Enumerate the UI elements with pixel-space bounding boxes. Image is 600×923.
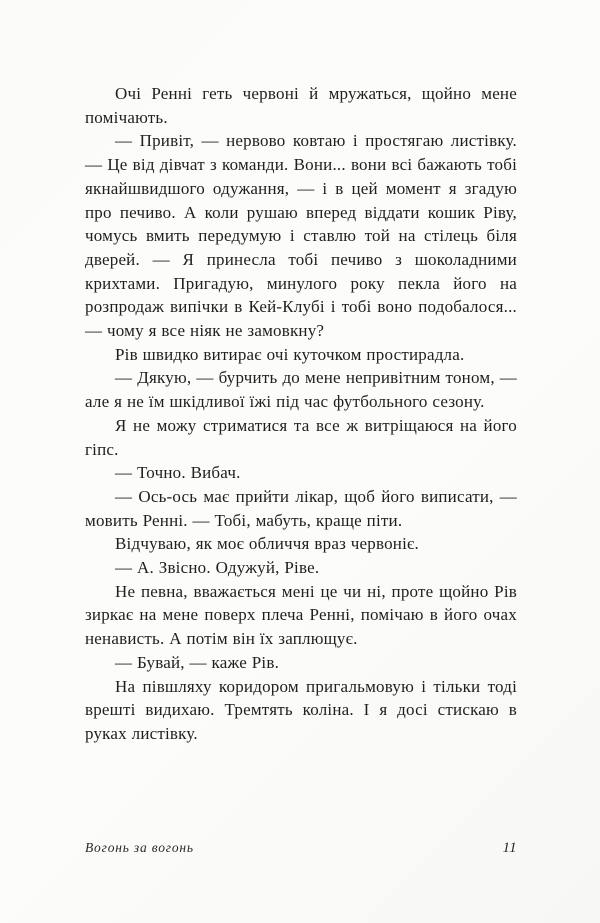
footer-book-title: Вогонь за вогонь (85, 840, 194, 855)
text-block (85, 82, 517, 746)
paragraph: — Дякую, — бурчить до мене непривітним тоном, — але я не їм шкідливої їжі під час футбольного сезону. (85, 368, 517, 412)
paragraph: — А. Звісно. Одужуй, Ріве. (115, 558, 320, 578)
paragraph: Очі Ренні геть червоні й мружаться, щойно мене помічають. (85, 84, 517, 127)
paragraph: — Бувай, — каже Рів. (115, 652, 280, 672)
paragraph: — Ось-ось має прийти лікар, щоб його виписати, — мовить Ренні. — Тобі, мабуть, краще піти. (85, 486, 517, 530)
footer-page-number: 11 (502, 840, 517, 856)
paragraph: — Привіт, — нервово ковтаю і простягаю листівку. — Це від дівчат з команди. Вони... вони всі бажають тобі якнайшвидшого одужання, — і в цей момент я згадую про печиво. А коли рушаю вперед віддати кошик Ріву, чомусь вмить передумую і ставлю той на стілець біля дверей. — Я принесла тобі печиво з шоколадними крихтами. Пригадую, минулого року пекла його на розпродаж випічки в Кей-Клубі і тобі воно подобалося... — чому я все ніяк не замовкну? (85, 131, 517, 341)
paragraph: Не певна, вважається мені це чи ні, проте щойно Рів зиркає на мене поверх плеча Ренні, помічаю в його очах ненависть. А потім він їх заплющує. (85, 581, 517, 649)
paragraph: На півшляху коридором пригальмовую і тільки тоді врешті видихаю. Тремтять коліна. І я досі стискаю в руках листівку. (85, 676, 517, 743)
paragraph: Рів швидко витирає очі куточком простирадла. (115, 344, 465, 364)
paragraph: — Точно. Вибач. (115, 463, 241, 483)
page-footer (85, 840, 517, 857)
paragraph: Відчуваю, як моє обличчя враз червоніє. (115, 534, 419, 554)
paragraph: Я не можу стриматися та все ж витріщаюся на його гіпс. (85, 415, 517, 459)
